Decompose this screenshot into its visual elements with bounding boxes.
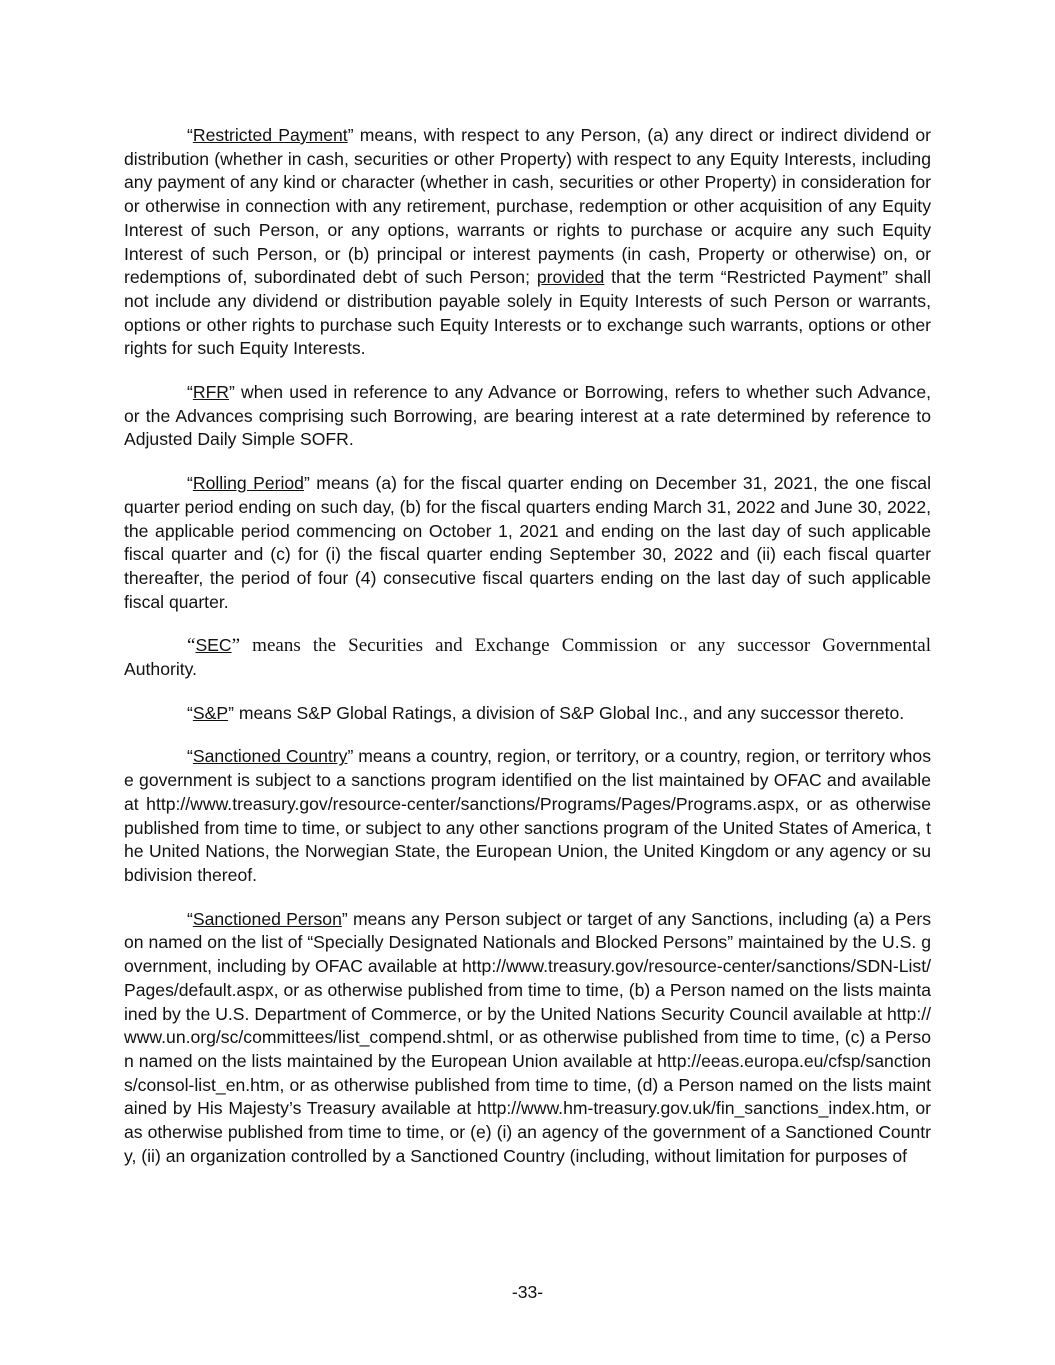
definition-text: Authority. <box>124 659 198 680</box>
definition-sp <box>124 702 931 726</box>
provided-word: provided <box>536 267 605 288</box>
definition-sanctioned-country <box>124 745 931 887</box>
definition-rfr <box>124 381 931 452</box>
definition-sec <box>124 634 931 681</box>
open-quote: “ <box>187 908 193 929</box>
page-number: -33- <box>511 1282 544 1302</box>
definition-text-serif: ” means the Securities and Exchange Commission or any successor Governmental <box>231 635 931 657</box>
definition-text: ” means S&P Global Ratings, a division of S&P Global Inc., and any successor thereto. <box>228 702 905 723</box>
open-quote: “ <box>187 635 196 657</box>
definition-text: ” means (a) for the fiscal quarter ending on December 31, 2021, the one fiscal quarter period ending on such day, (b) for the fiscal quarters ending March 31, 2022 and June 30, 2022, the applicable period commencing on October 1, 2021 and ending on the last day of such applicable fiscal quarter and (c) for (i) the fiscal quarter ending September 30, 2022 and (ii) each fiscal quarter thereafter, the period of four (4) consecutive fiscal quarters ending on the last day of such applicable fiscal quarter. <box>124 473 931 612</box>
open-quote: “ <box>187 125 193 145</box>
document-page <box>124 124 931 1188</box>
definition-text: ” means, with respect to any Person, (a) any direct or indirect dividend or distribution (whether in cash, securities or other Property) with respect to any Equity Interests, including any payment of any kind or character (whether in cash, securities or other Property) in consideration for or otherwise in connection with any retirement, purchase, redemption or other acquisition of any Equity Interest of such Person, or any options, warrants or rights to purchase or acquire any such Equity Interest of such Person, or (b) principal or interest payments (in cash, Property or otherwise) on, or redemptions of, subordinated debt of such Person; <box>124 125 931 288</box>
defined-term: SEC <box>195 635 232 656</box>
defined-term: S&P <box>192 702 229 723</box>
defined-term: Sanctioned Country <box>192 746 348 767</box>
defined-term: RFR <box>192 382 230 403</box>
definition-text: ” means a country, region, or territory, or a country, region, or territory whose government is subject to a sanctions program identified on the list maintained by OFAC and available at http://www.treasury.gov/resource-center/sanctions/Programs/Pages/Programs.aspx, or as otherwise published from time to time, or subject to any other sanctions program of the United States of America, the United Nations, the Norwegian State, the European Union, the United Kingdom or any agency or subdivision thereof. <box>124 746 931 885</box>
defined-term: Rolling Period <box>192 473 304 494</box>
definition-text-continued: that the term “Restricted Payment” shall not include any dividend or distribution payable solely in Equity Interests of such Person or warrants, options or other rights to purchase such Equity Interests or to exchange such warrants, options or other rights for such Equity Interests. <box>124 267 931 359</box>
defined-term: Restricted Payment <box>192 125 348 145</box>
definition-text: ” means any Person subject or target of any Sanctions, including (a) a Person named on the list of “Specially Designated Nationals and Blocked Persons” maintained by the U.S. government, including by OFAC available at http://www.treasury.gov/resource-center/sanctions/SDN-List/Pages/default.aspx, or as otherwise published from time to time, (b) a Person named on the lists maintained by the U.S. Department of Commerce, or by the United Nations Security Council available at http://www.un.org/sc/committees/list_compend.shtml, or as otherwise published from time to time, (c) a Person named on the lists maintained by the European Union available at http://eeas.europa.eu/cfsp/sanctions/consol-list_en.htm, or as otherwise published from time to time, (d) a Person named on the lists maintained by His Majesty’s Treasury available at http://www.hm-treasury.gov.uk/fin_sanctions_index.htm, or as otherwise published from time to time, or (e) (i) an agency of the government of a Sanctioned Country, (ii) an organization controlled by a Sanctioned Country (including, without limitation for purposes of <box>124 908 932 1166</box>
open-quote: “ <box>187 702 193 723</box>
open-quote: “ <box>187 382 193 403</box>
definition-restricted-payment <box>124 124 931 361</box>
defined-term: Sanctioned Person <box>192 908 342 929</box>
definition-sanctioned-person <box>124 908 931 1169</box>
definition-rolling-period <box>124 472 931 614</box>
definition-text: ” when used in reference to any Advance or Borrowing, refers to whether such Advance, or the Advances comprising such Borrowing, are bearing interest at a rate determined by reference to Adjusted Daily Simple SOFR. <box>124 382 931 450</box>
open-quote: “ <box>187 746 193 767</box>
open-quote: “ <box>187 473 193 494</box>
